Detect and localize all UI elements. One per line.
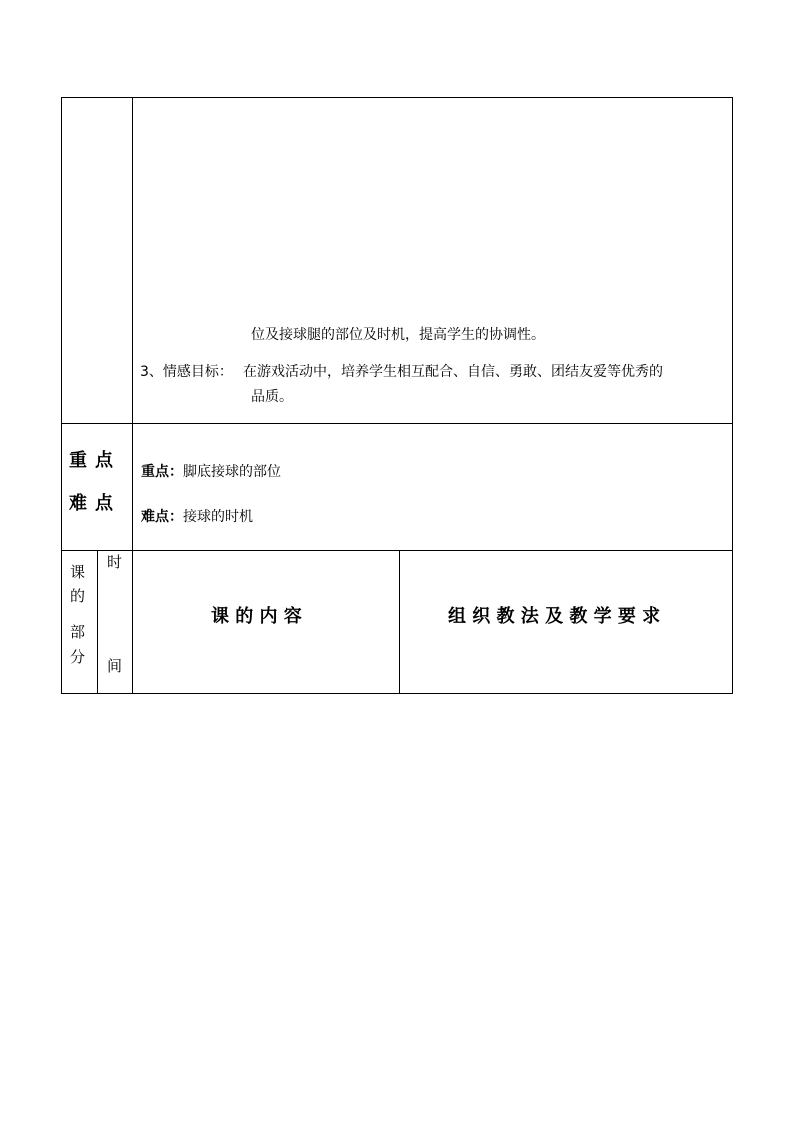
- difficulty-point: [141, 508, 253, 526]
- row-divider-objectives: [61, 423, 733, 424]
- table-border-top: [61, 97, 733, 98]
- time-char-top: 时: [107, 553, 123, 571]
- objective-item3-text: 在游戏活动中，培养学生相互配合、自信、勇敢、团结友爱等优秀的: [243, 364, 663, 380]
- table-border-left: [61, 97, 62, 694]
- part-char-2: 的: [70, 587, 86, 605]
- part-char-3: 部: [70, 623, 86, 641]
- content-methods-divider: [399, 550, 400, 694]
- part-char-1: 课: [70, 563, 86, 581]
- key-point-label: 重点：: [141, 464, 183, 480]
- key-point: [141, 463, 281, 481]
- part-char-4: 分: [70, 648, 86, 666]
- objective-continuation-text: 位及接球腿的部位及时机，提高学生的协调性。: [251, 327, 545, 343]
- keypoint-label-line1: 重点: [69, 450, 121, 471]
- table-border-bottom: [61, 693, 733, 694]
- objective-item3-label: 3、情感目标：: [140, 364, 233, 380]
- keypoint-label-line2: 难点: [69, 493, 121, 514]
- key-point-text: 脚底接球的部位: [183, 464, 281, 480]
- part-time-divider: [97, 550, 98, 694]
- header-methods-requirements: 组 织 教 法 及 教 学 要 求: [448, 606, 661, 627]
- objective-item3-continuation: 品质。: [251, 389, 293, 405]
- header-lesson-content: 课 的 内 容: [211, 606, 302, 627]
- row-divider-keypoints: [61, 550, 733, 551]
- table-border-right: [732, 97, 733, 694]
- difficulty-label: 难点：: [141, 509, 183, 525]
- label-column-divider: [132, 97, 133, 694]
- difficulty-text: 接球的时机: [183, 509, 253, 525]
- time-char-bottom: 间: [107, 657, 123, 675]
